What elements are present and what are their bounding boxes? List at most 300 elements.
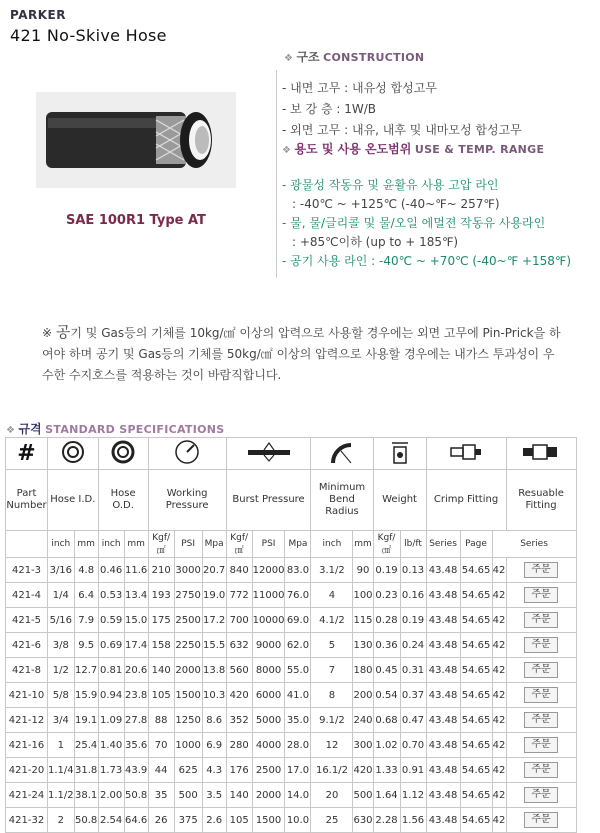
usage-title-en: USE & TEMP. RANGE [414,143,545,156]
spec-cell: 0.53 [98,583,124,608]
spec-cell: 500 [174,783,202,808]
spec-cell: 3.1/2 [311,558,353,583]
crimp-fitting-icon [449,441,483,463]
spec-cell: 100 [353,583,373,608]
part-number-cell: 421-24 [6,783,48,808]
section-divider [276,70,277,278]
spec-cell: 6000 [252,683,285,708]
usage-title-ko: 용도 및 사용 온도범위 [294,142,412,156]
spec-cell: 0.70 [400,733,426,758]
spec-cell: 2.28 [373,808,400,833]
spec-title-ko: 규격 [18,422,42,436]
spec-cell: 43.9 [124,758,148,783]
spec-cell: 1.73 [98,758,124,783]
spec-cell: 54.65 [460,783,492,808]
spec-cell: 54.65 [460,558,492,583]
spec-cell: 42 [492,583,506,608]
unit-cell: mm [353,531,373,558]
spec-cell: 240 [353,708,373,733]
spec-cell: 0.69 [98,633,124,658]
spec-cell: 41.0 [285,683,311,708]
spec-cell: 4.1/2 [311,608,353,633]
spec-cell: 76.0 [285,583,311,608]
note-mark: ※ [42,326,53,340]
spec-cell: 420 [353,758,373,783]
spec-cell: 7 [311,658,353,683]
spec-cell: 6.4 [74,583,98,608]
part-number-cell: 421-6 [6,633,48,658]
spec-cell: 50.8 [74,808,98,833]
unit-cell: inch [98,531,124,558]
table-row [6,758,577,783]
spec-cell: 0.68 [373,708,400,733]
order-cell [506,583,576,608]
unit-cell: Series [426,531,460,558]
spec-cell: 4000 [252,733,285,758]
spec-cell: 500 [353,783,373,808]
spec-cell: 90 [353,558,373,583]
spec-cell: 88 [148,708,174,733]
spec-cell: 13.8 [202,658,226,683]
spec-cell: 1.1/2 [48,783,75,808]
spec-cell: 25 [311,808,353,833]
spec-cell: 38.1 [74,783,98,808]
spec-cell: 43.48 [426,783,460,808]
spec-cell: 420 [226,683,252,708]
spec-cell: 1.33 [373,758,400,783]
spec-cell: 2.54 [98,808,124,833]
order-button[interactable]: 주문 [524,637,557,653]
spec-cell: 43.48 [426,733,460,758]
header-crimp-fitting: Crimp Fitting [426,470,506,531]
construction-item: - 외면 고무 : 내유, 내후 및 내마모성 합성고무 [282,123,522,137]
header-bend-radius: Minimum Bend Radius [311,470,373,531]
spec-cell: 42 [492,633,506,658]
spec-cell: 35.6 [124,733,148,758]
spec-cell: 1.02 [373,733,400,758]
table-row [6,608,577,633]
unit-cell: Mpa [202,531,226,558]
spec-cell: 43.48 [426,683,460,708]
spec-cell: 64.6 [124,808,148,833]
header-hose-id: Hose I.D. [48,470,99,531]
spec-cell: 43.48 [426,633,460,658]
spec-cell: 0.94 [98,683,124,708]
table-row [6,558,577,583]
spec-cell: 17.2 [202,608,226,633]
order-button[interactable]: 주문 [524,587,557,603]
header-burst-pressure: Burst Pressure [226,470,311,531]
order-cell [506,708,576,733]
spec-cell: 55.0 [285,658,311,683]
spec-cell: 12.7 [74,658,98,683]
spec-cell: 16.1/2 [311,758,353,783]
spec-cell: 62.0 [285,633,311,658]
spec-cell: 44 [148,758,174,783]
spec-table [5,437,577,833]
spec-cell: 54.65 [460,708,492,733]
unit-cell: Series [492,531,576,558]
construction-list [282,78,522,141]
hose-id-icon [61,440,85,464]
spec-cell: 54.65 [460,808,492,833]
spec-cell: 280 [226,733,252,758]
note-first-char: 공 [55,323,71,341]
spec-cell: 193 [148,583,174,608]
spec-cell: 158 [148,633,174,658]
spec-cell: 0.16 [400,583,426,608]
hash-cell [6,438,48,470]
spec-cell: 19.0 [202,583,226,608]
part-number-cell: 421-8 [6,658,48,683]
spec-cell: 15.0 [124,608,148,633]
spec-cell: 2 [48,808,75,833]
spec-cell: 8000 [252,658,285,683]
spec-cell: 700 [226,608,252,633]
reusable-fitting-icon [521,441,561,463]
order-cell [506,608,576,633]
usage-list [282,176,571,271]
spec-cell: 15.9 [74,683,98,708]
spec-cell: 54.65 [460,733,492,758]
spec-cell: 6.9 [202,733,226,758]
order-cell [506,683,576,708]
weight-scale-icon [390,439,410,465]
part-number-cell: 421-10 [6,683,48,708]
gauge-icon-cell [148,438,226,470]
unit-cell: PSI [252,531,285,558]
spec-cell: 176 [226,758,252,783]
spec-cell: 54.65 [460,608,492,633]
spec-cell: 1.1/4 [48,758,75,783]
spec-cell: 13.4 [124,583,148,608]
spec-cell: 42 [492,758,506,783]
unit-cell: lb/ft [400,531,426,558]
spec-cell: 35.0 [285,708,311,733]
spec-title-en: STANDARD SPECIFICATIONS [45,423,225,436]
spec-cell: 0.19 [373,558,400,583]
spec-cell: 4.8 [74,558,98,583]
spec-cell: 10.3 [202,683,226,708]
spec-cell: 69.0 [285,608,311,633]
spec-cell: 0.46 [98,558,124,583]
unit-cell: Kgf/㎠ [226,531,252,558]
product-caption: SAE 100R1 Type AT [66,213,206,228]
unit-cell: Mpa [285,531,311,558]
spec-cell: 0.19 [400,608,426,633]
order-cell [506,758,576,783]
table-row [6,783,577,808]
spec-cell: 42 [492,808,506,833]
spec-cell: 625 [174,758,202,783]
table-row [6,683,577,708]
spec-cell: 0.54 [373,683,400,708]
spec-cell: 9.1/2 [311,708,353,733]
caution-note [42,322,562,386]
header-reusable-fitting: Resuable Fitting [506,470,576,531]
spec-cell: 0.23 [373,583,400,608]
spec-cell: 54.65 [460,658,492,683]
note-text: 기 및 Gas등의 기체를 10kg/㎠ 이상의 압력으로 사용할 경우에는 외면 고무에 Pin-Prick을 하여야 하며 공기 및 Gas등의 기체를 50kg/㎠ 이상의 압력으로 사용할 경우에는 내가스 투과성이 우수한 수지호스를 적용하는 것이 바람직합니다. [42,326,561,382]
spec-cell: 2500 [174,608,202,633]
spec-cell: 4 [311,583,353,608]
unit-row [6,531,577,558]
unit-cell: PSI [174,531,202,558]
spec-cell: 5 [311,633,353,658]
spec-cell: 54.65 [460,633,492,658]
order-button[interactable]: 주문 [524,762,557,778]
spec-cell: 840 [226,558,252,583]
spec-cell: 4.3 [202,758,226,783]
diamond-bullet-icon: ❖ [284,53,293,64]
spec-cell: 105 [226,808,252,833]
spec-cell: 54.65 [460,583,492,608]
spec-cell: 11.6 [124,558,148,583]
table-row [6,708,577,733]
spec-cell: 8 [311,683,353,708]
part-number-cell: 421-32 [6,808,48,833]
spec-cell: 7.9 [74,608,98,633]
part-number-cell: 421-4 [6,583,48,608]
order-cell [506,558,576,583]
part-number-cell: 421-3 [6,558,48,583]
spec-cell: 9.5 [74,633,98,658]
spec-cell: 54.65 [460,758,492,783]
burst-hose-icon [246,441,292,463]
hose-id-icon-cell [48,438,99,470]
spec-cell: 25.4 [74,733,98,758]
spec-cell: 42 [492,658,506,683]
spec-cell: 105 [148,683,174,708]
spec-cell: 35 [148,783,174,808]
spec-cell: 772 [226,583,252,608]
spec-cell: 140 [148,658,174,683]
spec-cell: 1000 [174,733,202,758]
bend-icon-cell [311,438,373,470]
hash-symbol: # [17,441,36,466]
spec-cell: 42 [492,708,506,733]
construction-item: - 보 강 층 : 1W/B [282,102,376,116]
spec-cell: 3.5 [202,783,226,808]
unit-cell: Page [460,531,492,558]
spec-cell: 42 [492,683,506,708]
spec-cell: 2.6 [202,808,226,833]
spec-cell: 1250 [174,708,202,733]
brand-label: PARKER [10,8,66,22]
spec-cell: 23.8 [124,683,148,708]
table-row [6,583,577,608]
spec-cell: 42 [492,733,506,758]
burst-icon-cell [226,438,311,470]
usage-item-detail: : +85℃이하 (up to + 185℉) [292,235,459,249]
spec-cell: 1500 [174,683,202,708]
hose-image [36,92,236,188]
order-button[interactable]: 주문 [524,562,557,578]
spec-cell: 0.24 [400,633,426,658]
unit-cell: Kgf/㎠ [373,531,400,558]
usage-heading [282,140,544,157]
spec-cell: 3/8 [48,633,75,658]
spec-cell: 1.40 [98,733,124,758]
spec-cell: 0.31 [400,658,426,683]
spec-cell: 9000 [252,633,285,658]
spec-cell: 352 [226,708,252,733]
product-title: 421 No-Skive Hose [10,26,167,45]
diamond-bullet-icon: ❖ [6,425,15,436]
order-button[interactable]: 주문 [524,812,557,828]
spec-cell: 1 [48,733,75,758]
spec-cell: 8.6 [202,708,226,733]
order-button[interactable]: 주문 [524,787,557,803]
order-cell [506,783,576,808]
spec-cell: 0.81 [98,658,124,683]
spec-cell: 1.12 [400,783,426,808]
spec-cell: 0.28 [373,608,400,633]
hose-od-icon [111,440,135,464]
reusable-icon-cell [506,438,576,470]
construction-title-en: CONSTRUCTION [323,51,425,64]
spec-cell: 2000 [252,783,285,808]
diamond-bullet-icon: ❖ [282,145,291,156]
spec-cell: 1/4 [48,583,75,608]
order-button[interactable]: 주문 [524,687,557,703]
spec-cell: 2750 [174,583,202,608]
spec-cell: 1.64 [373,783,400,808]
table-row [6,733,577,758]
spec-cell: 0.91 [400,758,426,783]
spec-cell: 2250 [174,633,202,658]
spec-cell: 2500 [252,758,285,783]
part-number-cell: 421-16 [6,733,48,758]
spec-cell: 11000 [252,583,285,608]
spec-cell: 200 [353,683,373,708]
part-number-cell: 421-12 [6,708,48,733]
spec-cell: 28.0 [285,733,311,758]
spec-cell: 14.0 [285,783,311,808]
pressure-gauge-icon [174,439,200,465]
spec-cell: 54.65 [460,683,492,708]
unit-cell: inch [311,531,353,558]
part-number-cell: 421-5 [6,608,48,633]
spec-cell: 560 [226,658,252,683]
spec-cell: 43.48 [426,608,460,633]
spec-cell: 115 [353,608,373,633]
spec-cell: 1/2 [48,658,75,683]
spec-cell: 43.48 [426,808,460,833]
spec-cell: 50.8 [124,783,148,808]
unit-cell-blank [6,531,48,558]
spec-cell: 10000 [252,608,285,633]
spec-cell: 0.13 [400,558,426,583]
spec-cell: 20 [311,783,353,808]
spec-cell: 175 [148,608,174,633]
spec-cell: 1.09 [98,708,124,733]
spec-cell: 0.45 [373,658,400,683]
unit-cell: mm [124,531,148,558]
hose-od-icon-cell [98,438,148,470]
spec-cell: 17.4 [124,633,148,658]
order-button[interactable]: 주문 [524,662,557,678]
spec-cell: 5/16 [48,608,75,633]
spec-cell: 42 [492,608,506,633]
unit-cell: Kgf/㎠ [148,531,174,558]
header-working-pressure: Working Pressure [148,470,226,531]
spec-cell: 3000 [174,558,202,583]
bend-radius-icon [329,439,355,465]
spec-cell: 17.0 [285,758,311,783]
spec-cell: 10.0 [285,808,311,833]
spec-cell: 42 [492,783,506,808]
spec-cell: 42 [492,558,506,583]
order-cell [506,633,576,658]
spec-cell: 300 [353,733,373,758]
table-row [6,633,577,658]
order-cell [506,808,576,833]
spec-cell: 1500 [252,808,285,833]
usage-item-detail: : -40℃ ~ +125℃ (-40~℉~ 257℉) [292,197,500,211]
spec-cell: 1.56 [400,808,426,833]
unit-cell: mm [74,531,98,558]
spec-cell: 26 [148,808,174,833]
spec-cell: 180 [353,658,373,683]
spec-cell: 130 [353,633,373,658]
spec-cell: 140 [226,783,252,808]
spec-cell: 43.48 [426,758,460,783]
spec-cell: 43.48 [426,658,460,683]
usage-item-title: - 공기 사용 라인 : -40℃ ~ +70℃ (-40~℉ +158℉) [282,254,572,268]
order-cell [506,733,576,758]
spec-cell: 5/8 [48,683,75,708]
spec-cell: 12000 [252,558,285,583]
spec-cell: 43.48 [426,708,460,733]
order-button[interactable]: 주문 [524,712,557,728]
spec-cell: 0.47 [400,708,426,733]
spec-heading [6,420,225,437]
spec-cell: 630 [353,808,373,833]
table-row [6,808,577,833]
table-row [6,658,577,683]
usage-item-title: - 물, 물/글리콜 및 물/오일 에멀젼 작동유 사용라인 [282,216,546,230]
order-button[interactable]: 주문 [524,737,557,753]
crimp-icon-cell [426,438,506,470]
spec-cell: 20.7 [202,558,226,583]
spec-cell: 31.8 [74,758,98,783]
spec-cell: 43.48 [426,558,460,583]
spec-cell: 83.0 [285,558,311,583]
spec-cell: 20.6 [124,658,148,683]
spec-cell: 19.1 [74,708,98,733]
construction-item: - 내면 고무 : 내유성 합성고무 [282,81,437,95]
header-weight: Weight [373,470,426,531]
spec-cell: 2.00 [98,783,124,808]
spec-cell: 3/4 [48,708,75,733]
spec-cell: 0.37 [400,683,426,708]
spec-cell: 5000 [252,708,285,733]
spec-cell: 632 [226,633,252,658]
usage-item-title: - 광물성 작동유 및 윤활유 사용 고압 라인 [282,178,499,192]
spec-cell: 43.48 [426,583,460,608]
spec-cell: 70 [148,733,174,758]
spec-cell: 375 [174,808,202,833]
order-button[interactable]: 주문 [524,612,557,628]
spec-cell: 0.36 [373,633,400,658]
header-part-number: Part Number [6,470,48,531]
spec-body [6,558,577,833]
spec-cell: 15.5 [202,633,226,658]
order-cell [506,658,576,683]
weight-icon-cell [373,438,426,470]
spec-cell: 2000 [174,658,202,683]
